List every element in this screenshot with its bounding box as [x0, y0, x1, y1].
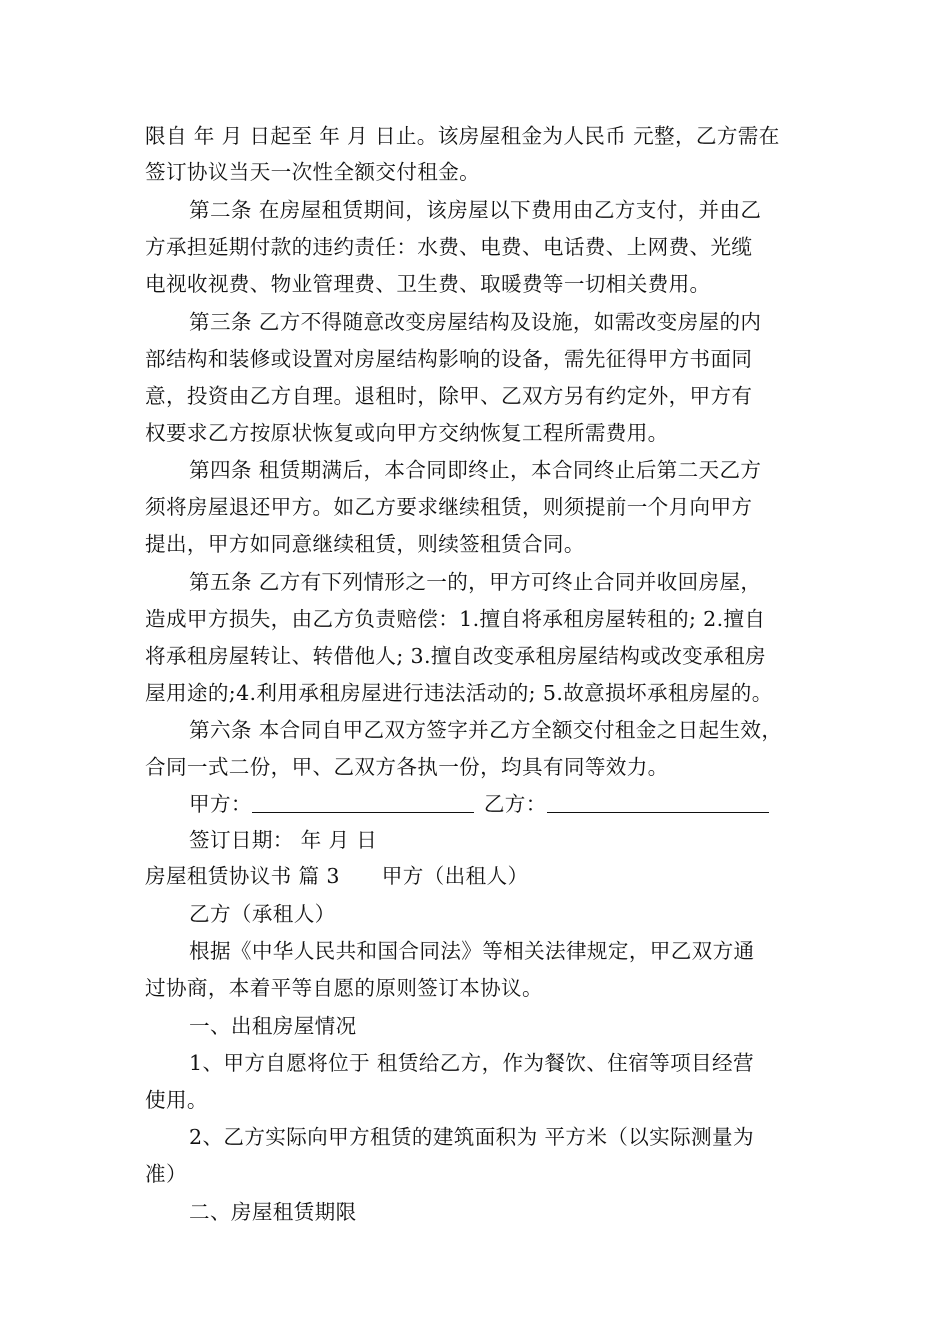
text-line: 须将房屋退还甲方。如乙方要求继续租赁，则须提前一个月向甲方 [145, 495, 753, 519]
text-line: 部结构和装修或设置对房屋结构影响的设备，需先征得甲方书面同 [145, 347, 753, 371]
section-title-line [145, 858, 528, 894]
signature-line [189, 786, 769, 822]
lessor-label: 甲方（出租人） [381, 864, 529, 888]
section-title: 房屋租赁协议书 篇 3 [145, 864, 340, 888]
article-2-line: 第二条 在房屋租赁期间，该房屋以下费用由乙方支付，并由乙 [189, 198, 762, 222]
party-b-signature-blank[interactable] [547, 792, 769, 813]
preamble-line: 根据《中华人民共和国合同法》等相关法律规定，甲乙双方通 [189, 939, 755, 963]
party-b-label: 乙方： [483, 792, 547, 816]
article-6-line: 第六条 本合同自甲乙双方签字并乙方全额交付租金之日起生效， [189, 718, 783, 742]
article-3-line: 第三条 乙方不得随意改变房屋结构及设施，如需改变房屋的内 [189, 310, 762, 334]
article-5-line: 第五条 乙方有下列情形之一的，甲方可终止合同并收回房屋， [189, 570, 762, 594]
text-line: 签订协议当天一次性全额交付租金。 [145, 160, 481, 184]
signing-date-line: 签订日期： 年 月 日 [189, 828, 378, 852]
lessee-label: 乙方（承租人） [189, 902, 336, 926]
party-a-signature-blank[interactable] [252, 792, 474, 813]
text-line: 意，投资由乙方自理。退租时，除甲、乙双方另有约定外，甲方有 [145, 384, 753, 408]
text-line: 将承租房屋转让、转借他人; 3.擅自改变承租房屋结构或改变承租房 [145, 644, 766, 668]
text-line: 屋用途的;4.利用承租房屋进行违法活动的; 5.故意损坏承租房屋的。 [145, 681, 773, 705]
text-line: 使用。 [145, 1088, 208, 1112]
text-line: 合同一式二份，甲、乙双方各执一份，均具有同等效力。 [145, 755, 669, 779]
text-line: 电视收视费、物业管理费、卫生费、取暖费等一切相关费用。 [145, 272, 711, 296]
section-heading: 二、房屋租赁期限 [189, 1200, 357, 1224]
text-line: 方承担延期付款的违约责任：水费、电费、电话费、上网费、光缆 [145, 235, 753, 259]
clause-line: 2、乙方实际向甲方租赁的建筑面积为 平方米（以实际测量为 [189, 1125, 754, 1149]
text-line: 过协商，本着平等自愿的原则签订本协议。 [145, 976, 543, 1000]
text-line: 造成甲方损失，由乙方负责赔偿：1.擅自将承租房屋转租的; 2.擅自 [145, 607, 766, 631]
article-4-line: 第四条 租赁期满后，本合同即终止，本合同终止后第二天乙方 [189, 458, 762, 482]
text-line: 限自 年 月 日起至 年 月 日止。该房屋租金为人民币 元整，乙方需在 [145, 124, 780, 148]
text-line: 准） [145, 1162, 187, 1186]
text-line: 提出，甲方如同意继续租赁，则续签租赁合同。 [145, 532, 585, 556]
clause-line: 1、甲方自愿将位于 租赁给乙方，作为餐饮、住宿等项目经营 [189, 1051, 754, 1075]
party-a-label: 甲方： [189, 792, 252, 816]
section-heading: 一、出租房屋情况 [189, 1014, 357, 1038]
text-line: 权要求乙方按原状恢复或向甲方交纳恢复工程所需费用。 [145, 421, 669, 445]
